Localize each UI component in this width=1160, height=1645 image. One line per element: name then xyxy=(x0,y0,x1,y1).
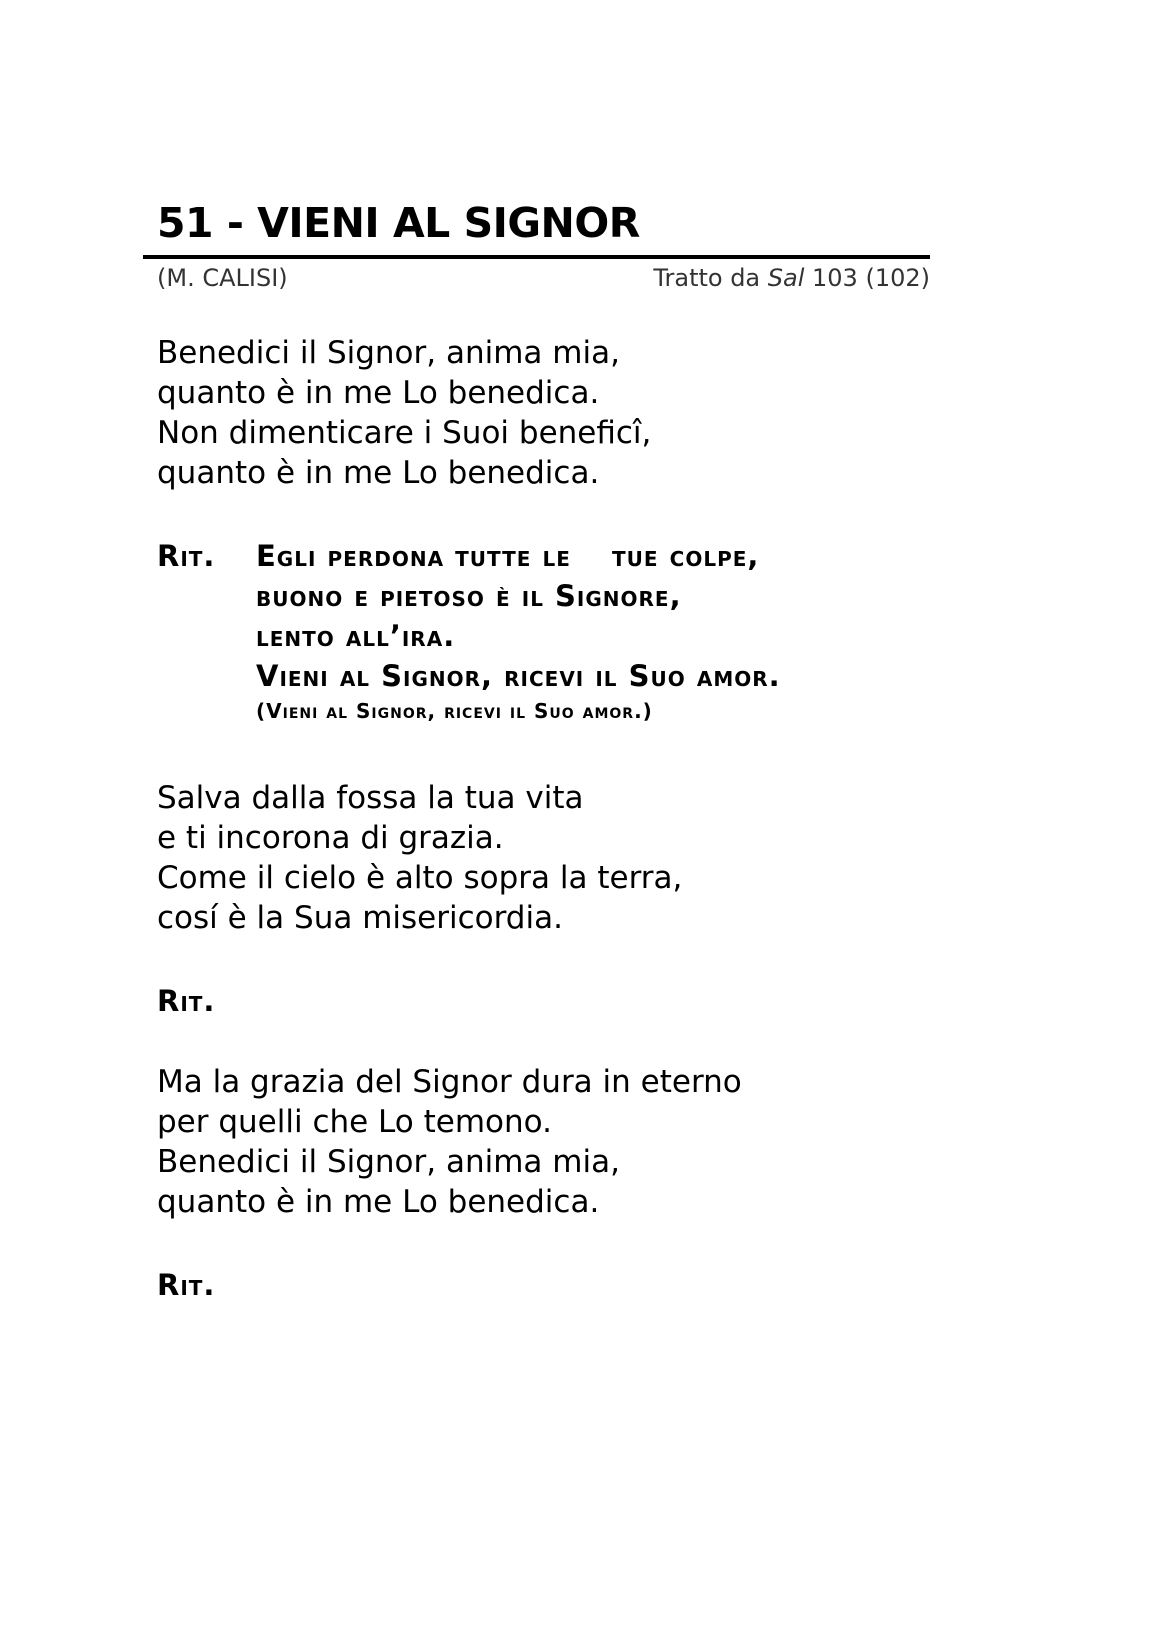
refrain-line: Vieni al Signor, ricevi il Suo amor. xyxy=(256,659,781,693)
stanza-line: Ma la grazia del Signor dura in eterno xyxy=(157,1064,742,1100)
stanza-2 xyxy=(157,778,682,938)
refrain-block xyxy=(256,536,781,726)
source-prefix: Tratto da xyxy=(653,264,768,292)
stanza-line: cosí è la Sua misericordia. xyxy=(157,900,563,936)
stanza-line: quanto è in me Lo benedica. xyxy=(157,375,600,411)
title-divider xyxy=(143,255,930,259)
stanza-line: per quelli che Lo temono. xyxy=(157,1104,552,1140)
stanza-3 xyxy=(157,1062,742,1222)
stanza-line: Benedici il Signor, anima mia, xyxy=(157,335,620,371)
refrain-marker: Rit. xyxy=(157,1268,216,1302)
refrain-marker: Rit. xyxy=(157,984,216,1018)
refrain-line: buono e pietoso è il Signore, xyxy=(256,579,682,613)
refrain-line: lento all’ira. xyxy=(256,619,456,653)
stanza-line: Non dimenticare i Suoi beneficî, xyxy=(157,415,652,451)
song-source xyxy=(653,263,930,293)
source-suffix: 103 (102) xyxy=(804,264,930,292)
song-author: (M. CALISI) xyxy=(157,264,288,292)
refrain-repeat-line: (Vieni al Signor, ricevi il Suo amor.) xyxy=(256,699,653,723)
source-book: Sal xyxy=(767,264,805,292)
stanza-line: Come il cielo è alto sopra la terra, xyxy=(157,860,683,896)
stanza-line: e ti incorona di grazia. xyxy=(157,820,504,856)
stanza-1 xyxy=(157,333,651,493)
stanza-line: Salva dalla fossa la tua vita xyxy=(157,780,584,816)
refrain-label: Rit. xyxy=(157,539,216,573)
stanza-line: Benedici il Signor, anima mia, xyxy=(157,1144,620,1180)
refrain-line: Egli perdona tutte le tue colpe, xyxy=(256,539,760,573)
stanza-line: quanto è in me Lo benedica. xyxy=(157,1184,600,1220)
song-title: 51 - VIENI AL SIGNOR xyxy=(157,199,640,247)
stanza-line: quanto è in me Lo benedica. xyxy=(157,455,600,491)
